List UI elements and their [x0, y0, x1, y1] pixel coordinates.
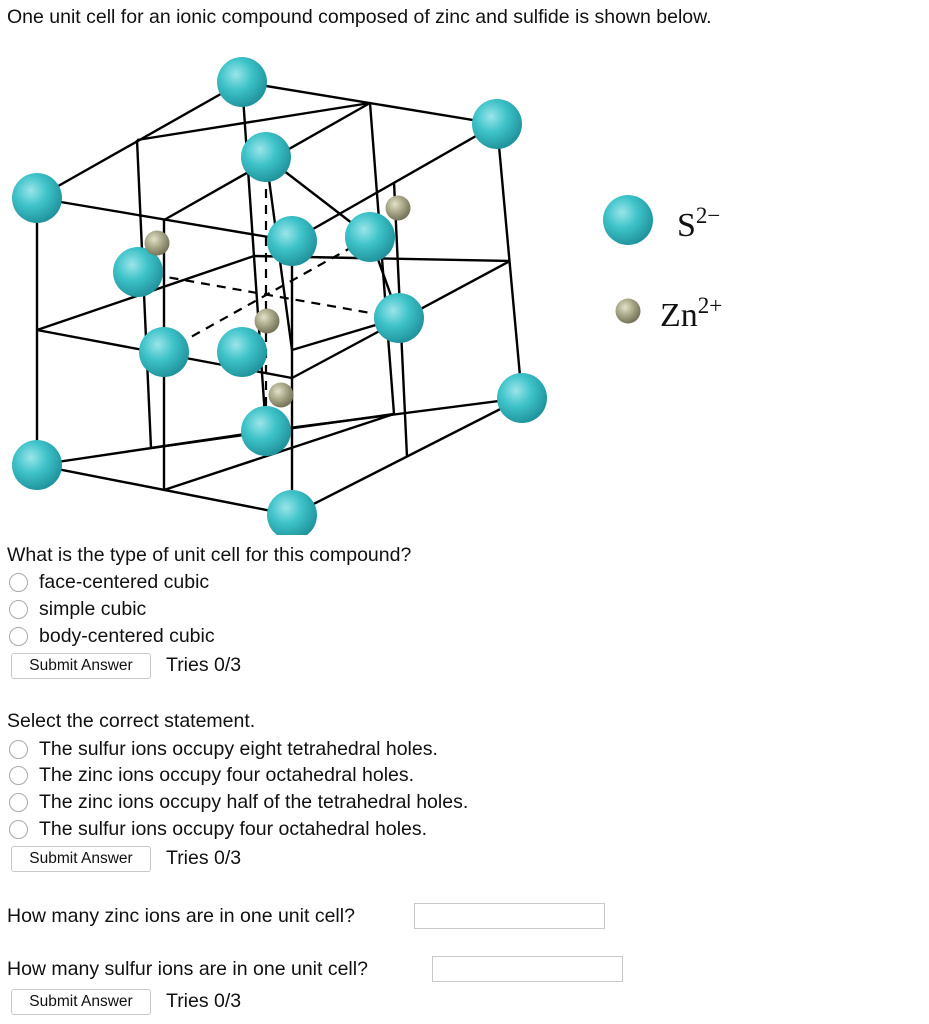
sulfide-ion: [497, 373, 547, 423]
sulfide-ion: [267, 216, 317, 266]
zinc-ion: [386, 196, 411, 221]
option-label: body-centered cubic: [39, 624, 215, 647]
option-label: simple cubic: [39, 597, 147, 620]
sulfide-ion: [12, 440, 62, 490]
sulfide-ion: [374, 293, 424, 343]
option-label: The zinc ions occupy four octahedral holes.: [39, 763, 415, 786]
tries-counter-q1: Tries 0/3: [166, 654, 242, 676]
sulfide-ion: [217, 327, 267, 377]
tries-counter-q2: Tries 0/3: [166, 847, 242, 869]
legend: [603, 195, 722, 334]
option-sulfur-eight-tetrahedral[interactable]: [9, 738, 438, 760]
sulfide-ion: [12, 173, 62, 223]
option-sulfur-four-octahedral[interactable]: [9, 818, 427, 840]
zinc-sulfide-unit-cell-figure: [0, 45, 929, 535]
radio-button[interactable]: [9, 740, 28, 759]
sulfide-ions: [12, 57, 547, 535]
radio-button[interactable]: [9, 600, 28, 619]
radio-button[interactable]: [9, 627, 28, 646]
submit-answer-button-q2[interactable]: Submit Answer: [11, 846, 151, 872]
option-label: The sulfur ions occupy eight tetrahedral holes.: [39, 737, 438, 760]
option-simple-cubic[interactable]: [9, 598, 146, 620]
option-zinc-four-octahedral[interactable]: [9, 764, 414, 786]
legend-sulfide-swatch: [603, 195, 653, 245]
sulfide-ion: [139, 327, 189, 377]
question-correct-statement: Select the correct statement.: [7, 710, 256, 732]
option-body-centered-cubic[interactable]: [9, 625, 215, 647]
legend-zinc-label: $Zn^{2+}$: [660, 293, 723, 334]
option-zinc-half-tetrahedral[interactable]: [9, 791, 468, 813]
sulfide-ion: [241, 132, 291, 182]
sulfide-ion: [217, 57, 267, 107]
sulfur-ion-count-input[interactable]: [432, 956, 623, 982]
zinc-ion-count-input[interactable]: [414, 903, 605, 929]
radio-button[interactable]: [9, 793, 28, 812]
sulfide-ion: [472, 99, 522, 149]
dashed-guides: [138, 157, 399, 431]
option-label: The zinc ions occupy half of the tetrahedral holes.: [39, 790, 469, 813]
legend-sulfide-label: $S^{2-}$: [677, 203, 721, 244]
submit-answer-button-q1[interactable]: Submit Answer: [11, 653, 151, 679]
intro-text: One unit cell for an ionic compound composed of zinc and sulfide is shown below.: [7, 6, 712, 28]
radio-button[interactable]: [9, 766, 28, 785]
option-label: The sulfur ions occupy four octahedral holes.: [39, 817, 428, 840]
submit-answer-button-q3[interactable]: Submit Answer: [11, 989, 151, 1015]
question-unit-cell-type: What is the type of unit cell for this compound?: [7, 544, 412, 566]
zinc-ion: [255, 309, 280, 334]
sulfide-ion: [267, 490, 317, 535]
tries-counter-q3: Tries 0/3: [166, 990, 242, 1012]
zinc-ion: [269, 383, 294, 408]
question-zinc-ion-count: How many zinc ions are in one unit cell?: [7, 905, 355, 927]
radio-button[interactable]: [9, 820, 28, 839]
sulfide-ion: [241, 406, 291, 456]
question-sulfur-ion-count: How many sulfur ions are in one unit cell?: [7, 958, 368, 980]
legend-zinc-swatch: [616, 299, 641, 324]
radio-button[interactable]: [9, 573, 28, 592]
zinc-ion: [145, 231, 170, 256]
option-label: face-centered cubic: [39, 570, 210, 593]
sulfide-ion: [345, 212, 395, 262]
option-face-centered-cubic[interactable]: [9, 571, 209, 593]
